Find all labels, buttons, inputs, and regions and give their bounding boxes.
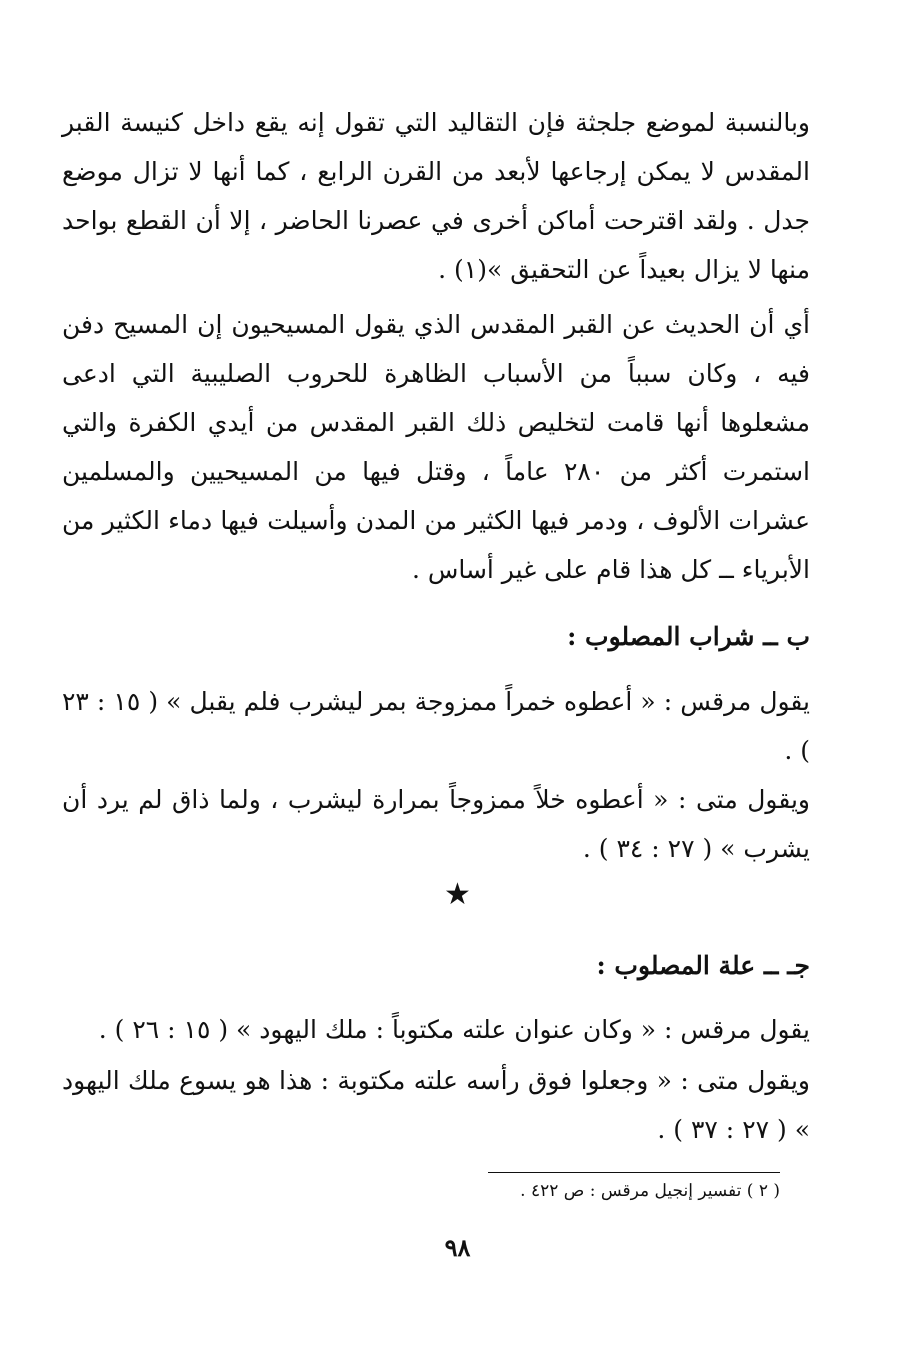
section-heading-drink: ب ــ شراب المصلوب : — [567, 622, 810, 651]
quote-mark-drink — [62, 677, 810, 775]
footnote-divider — [488, 1172, 780, 1173]
star-separator-icon: ★ — [444, 877, 471, 912]
quote-matthew-drink — [62, 775, 810, 873]
paragraph-crusades — [62, 300, 810, 594]
quote-text: يقول مرقس : « أعطوه خمراً ممزوجة بمر ليشرب فلم يقبل » ( ١٥ : ٢٣ ) . — [62, 687, 810, 765]
paragraph-golgotha — [62, 98, 810, 294]
paragraph-text: أي أن الحديث عن القبر المقدس الذي يقول المسيحيون إن المسيح دفن فيه ، وكان سبباً من الأسباب الظاهرة للحروب الصليبية التي ادعى مشعلوها أنها قامت لتخليص ذلك القبر المقدس من أيدي الكفرة والتي استمرت أكثر من ٢٨٠ عاماً ، وقتل فيها من المسيحيين والمسلمين عشرات الألوف ، ودمر فيها الكثير من المدن وأسيلت فيها دماء الكثير من الأبرياء ــ كل هذا قام على غير أساس . — [62, 310, 810, 584]
quote-text: ويقول متى : « أعطوه خلاً ممزوجاً بمرارة ليشرب ، ولما ذاق لم يرد أن يشرب » ( ٢٧ : ٣٤ ) . — [62, 785, 810, 863]
quote-matthew-charge — [62, 1056, 810, 1154]
paragraph-text: وبالنسبة لموضع جلجثة فإن التقاليد التي تقول إنه يقع داخل كنيسة القبر المقدس لا يمكن إرجاعها لأبعد من القرن الرابع ، كما أنها لا تزال موضع جدل . ولقد اقترحت أماكن أخرى في عصرنا الحاضر ، إلا أن القطع بواحد منها لا يزال بعيداً عن التحقيق »(١) . — [62, 108, 810, 284]
section-heading-charge: جـ ــ علة المصلوب : — [596, 951, 810, 980]
quote-mark-charge — [62, 1005, 810, 1054]
page-number: ٩٨ — [444, 1233, 471, 1262]
footnote: ( ٢ ) تفسير إنجيل مرقس : ص ٤٢٢ . — [520, 1181, 780, 1201]
quote-text: يقول مرقس : « وكان عنوان علته مكتوباً : ملك اليهود » ( ١٥ : ٢٦ ) . — [98, 1015, 810, 1044]
quote-text: ويقول متى : « وجعلوا فوق رأسه علته مكتوبة : هذا هو يسوع ملك اليهود » ( ٢٧ : ٣٧ ) . — [62, 1066, 810, 1144]
